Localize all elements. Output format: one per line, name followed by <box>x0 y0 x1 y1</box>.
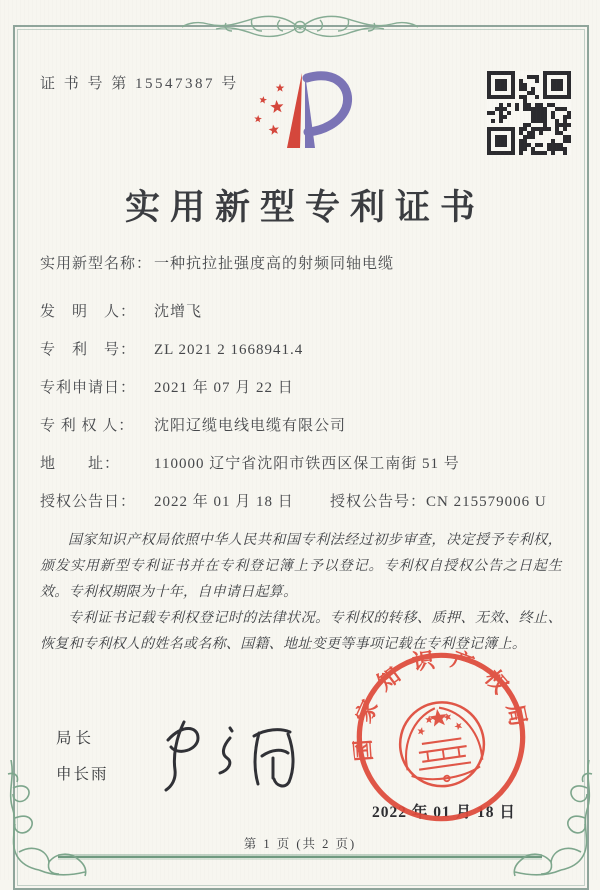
field-value: 2022 年 01 月 18 日 <box>154 494 294 510</box>
field-row-address <box>40 452 562 474</box>
field-row-application-date <box>40 376 562 398</box>
seal-ring-text: 国家知识产权局 <box>348 645 535 763</box>
field-label: 专 利 号： <box>40 342 137 358</box>
top-center-flourish-ornament <box>180 12 420 42</box>
field-value: 沈阳辽缆电线电缆有限公司 <box>154 418 347 434</box>
signatory-title: 局长 <box>56 730 96 747</box>
field-label: 实用新型名称： <box>40 256 153 272</box>
field-row-patentee <box>40 414 562 436</box>
field-value: 沈增飞 <box>154 304 203 320</box>
legal-paragraph-2: 专利证书记载专利权登记时的法律状况。专利权的转移、质押、无效、终止、恢复和专利权人的姓名或名称、国籍、地址变更等事项记载在专利登记簿上。 <box>40 611 562 652</box>
field-label: 授权公告号： <box>330 494 427 510</box>
seal-date: 2022 年 01 月 18 日 <box>372 804 516 821</box>
bottom-green-rule <box>58 856 542 858</box>
field-label: 发 明 人： <box>40 304 137 320</box>
national-emblem-icon <box>395 697 490 792</box>
page-number: 第 1 页 (共 2 页) <box>243 837 357 851</box>
field-label: 专利申请日： <box>40 380 137 396</box>
logo-left-wedge <box>287 73 302 148</box>
signatory-name: 申长雨 <box>56 766 109 783</box>
field-value: 2021 年 07 月 22 日 <box>154 380 294 396</box>
handwritten-signature-icon <box>162 716 312 798</box>
field-row-grant-date <box>40 490 562 512</box>
qr-code-icon <box>487 71 571 155</box>
seal-stars <box>415 706 462 736</box>
field-label: 授权公告日： <box>40 494 137 510</box>
logo-p-bowl <box>307 76 348 132</box>
field-row-utility-model-name <box>40 252 562 274</box>
official-red-seal <box>340 636 541 837</box>
field-value: CN 215579006 U <box>426 494 547 510</box>
logo-stars <box>254 84 284 135</box>
field-value: 一种抗拉扯强度高的射频同轴电缆 <box>154 256 395 272</box>
certificate-number: 证 书 号 第 15547387 号 <box>40 76 239 92</box>
cnipa-logo-icon <box>230 66 375 166</box>
logo-right-wedge <box>305 73 315 148</box>
field-row-inventor <box>40 300 562 322</box>
bottom-left-flourish-ornament <box>3 760 91 878</box>
patent-fields <box>40 252 562 528</box>
field-value: 110000 辽宁省沈阳市铁西区保工南街 51 号 <box>154 456 460 472</box>
field-value: ZL 2021 2 1668941.4 <box>154 342 304 358</box>
legal-paragraph-1: 国家知识产权局依照中华人民共和国专利法经过初步审查，决定授予专利权，颁发实用新型专利证书并在专利登记簿上予以登记。专利权自授权公告之日起生效。专利权期限为十年，自申请日起算。 <box>40 533 562 600</box>
field-grant-publication-number <box>330 490 547 511</box>
field-row-patent-number <box>40 338 562 360</box>
field-label: 专 利 权 人： <box>40 418 135 434</box>
certificate-title: 实用新型专利证书 <box>124 188 485 227</box>
field-label: 地 址： <box>40 456 121 472</box>
legal-statement <box>40 528 562 658</box>
